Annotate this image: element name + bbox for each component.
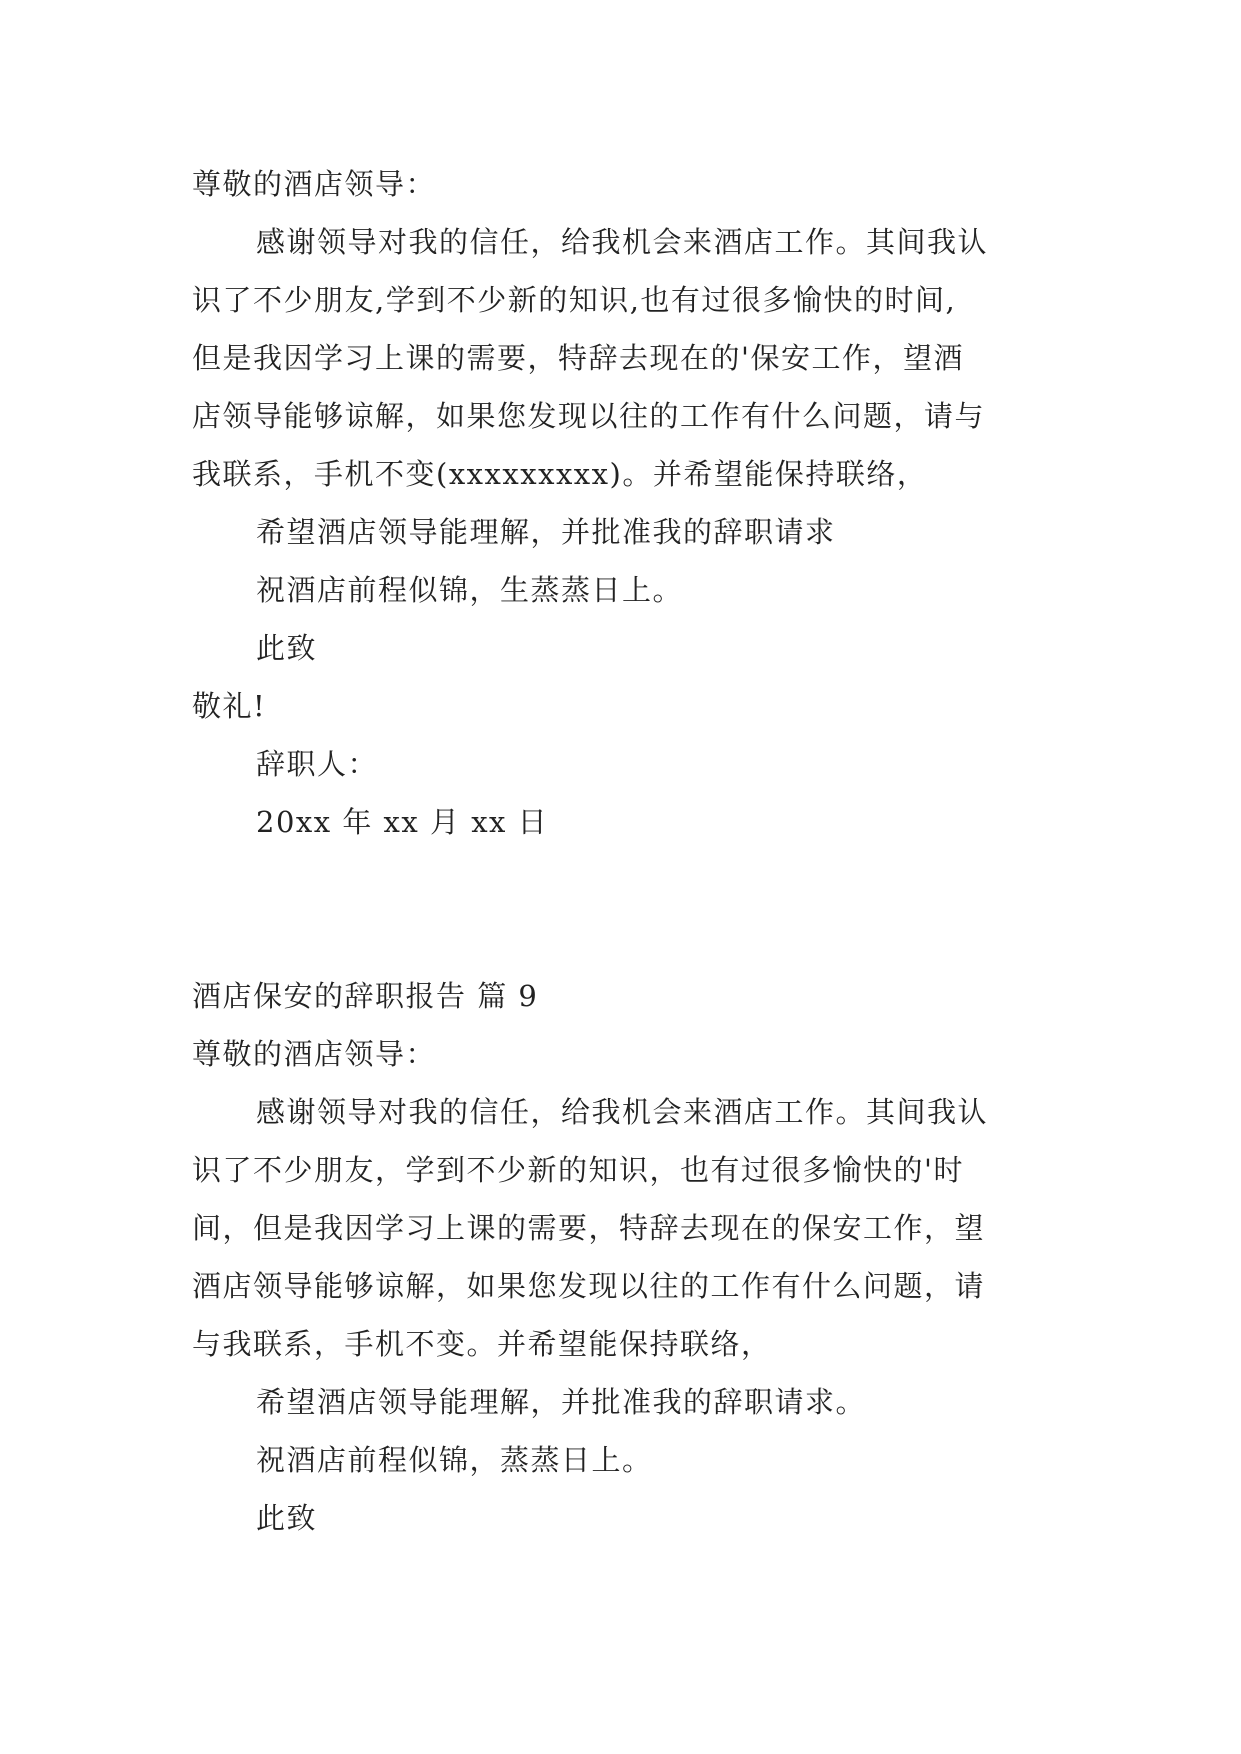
wish-line: 祝酒店前程似锦，蒸蒸日上。: [256, 1443, 653, 1477]
signer-line: 辞职人：: [256, 747, 379, 781]
body-line: 感谢领导对我的信任，给我机会来酒店工作。其间我认: [256, 225, 989, 259]
date-line: 20xx 年 xx 月 xx 日: [256, 805, 549, 839]
request-line: 希望酒店领导能理解，并批准我的辞职请求。: [256, 1385, 867, 1419]
body-line: 间，但是我因学习上课的需要，特辞去现在的保安工作，望: [192, 1211, 986, 1245]
body-line: 与我联系，手机不变。并希望能保持联络，: [192, 1327, 772, 1361]
body-line: 但是我因学习上课的需要，特辞去现在的'保安工作，望酒: [192, 341, 964, 375]
body-line: 我联系，手机不变(xxxxxxxxx)。并希望能保持联络，: [192, 457, 928, 491]
section-gap: [192, 851, 1052, 967]
document-page: [192, 155, 1052, 1547]
body-line: 酒店领导能够谅解，如果您发现以往的工作有什么问题，请: [192, 1269, 986, 1303]
body-line: 感谢领导对我的信任，给我机会来酒店工作。其间我认: [256, 1095, 989, 1129]
closing-line: 此致: [256, 631, 318, 665]
section-title: 酒店保安的辞职报告 篇 9: [192, 979, 539, 1013]
salutation: 尊敬的酒店领导：: [192, 167, 437, 201]
body-line: 识了不少朋友,学到不少新的知识,也有过很多愉快的时间,: [192, 283, 957, 317]
body-line: 店领导能够谅解，如果您发现以往的工作有什么问题，请与: [192, 399, 986, 433]
wish-line: 祝酒店前程似锦，生蒸蒸日上。: [256, 573, 684, 607]
closing-line: 此致: [256, 1501, 318, 1535]
regards-line: 敬礼!: [192, 689, 267, 723]
body-line: 识了不少朋友，学到不少新的知识，也有过很多愉快的'时: [192, 1153, 964, 1187]
salutation: 尊敬的酒店领导：: [192, 1037, 437, 1071]
request-line: 希望酒店领导能理解，并批准我的辞职请求: [256, 515, 836, 549]
